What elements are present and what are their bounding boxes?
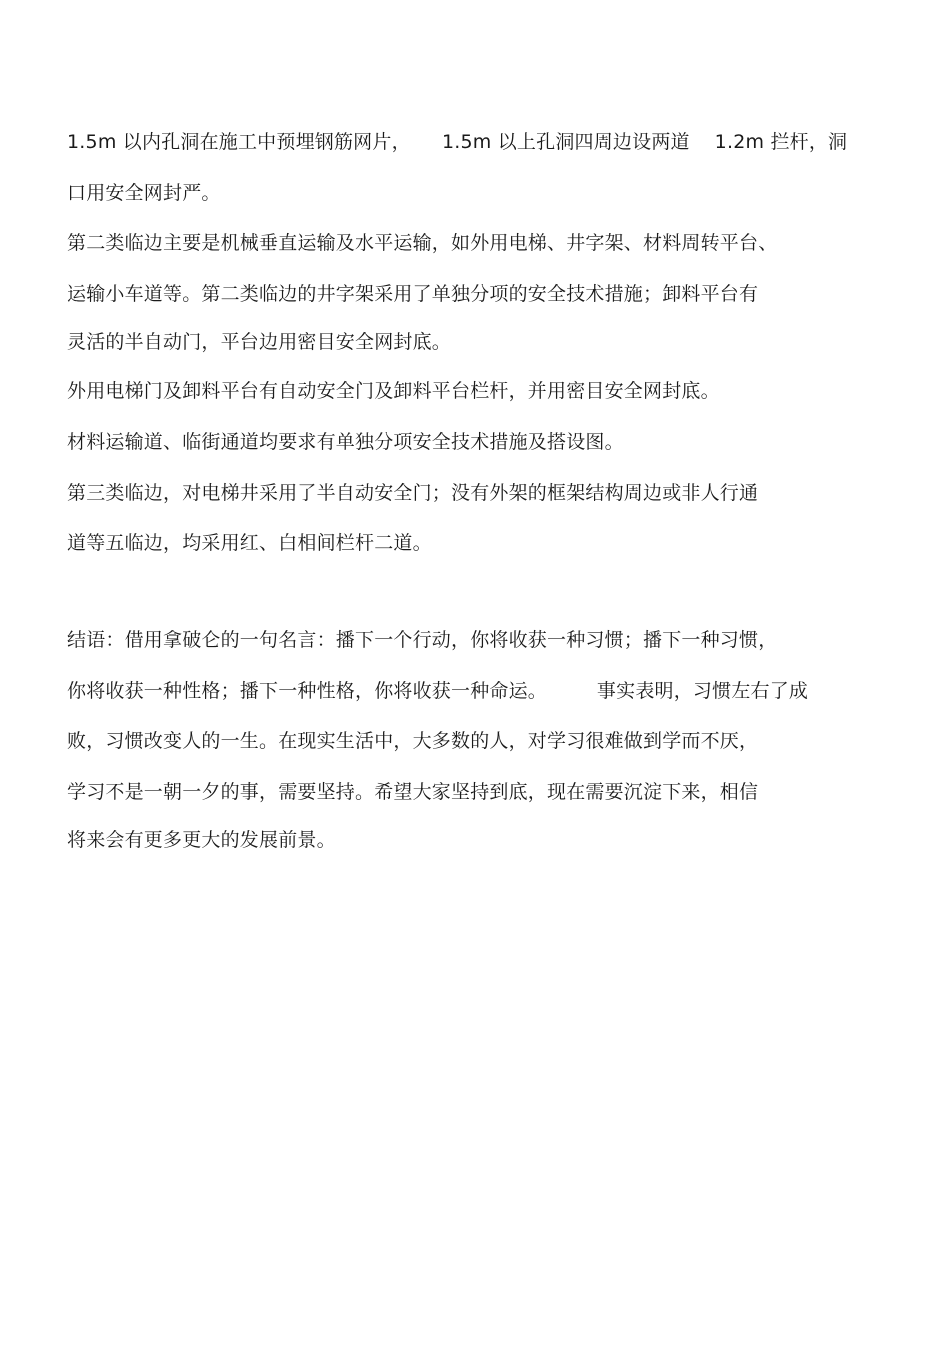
conclusion-line: 将来会有更多更大的发展前景。 bbox=[67, 829, 336, 851]
paragraph-line: 材料运输道、临街通道均要求有单独分项安全技术措施及搭设图。 bbox=[67, 431, 624, 453]
paragraph-line: 1.5m 以内孔洞在施工中预埋钢筋网片， 1.5m 以上孔洞四周边设两道 1.2m 拦杆，洞 bbox=[67, 131, 848, 153]
conclusion-line: 你将收获一种性格；播下一种性格，你将收获一种命运。 事实表明，习惯左右了成 bbox=[67, 680, 809, 702]
conclusion-line: 学习不是一朝一夕的事，需要坚持。希望大家坚持到底，现在需要沉淀下来，相信 bbox=[67, 781, 759, 803]
paragraph-line: 运输小车道等。第二类临边的井字架采用了单独分项的安全技术措施；卸料平台有 bbox=[67, 283, 759, 305]
paragraph-line: 外用电梯门及卸料平台有自动安全门及卸料平台栏杆，并用密目安全网封底。 bbox=[67, 380, 720, 402]
paragraph-line: 第三类临边，对电梯井采用了半自动安全门；没有外架的框架结构周边或非人行通 bbox=[67, 482, 759, 504]
conclusion-line: 败，习惯改变人的一生。在现实生活中，大多数的人，对学习很难做到学而不厌， bbox=[67, 730, 759, 752]
paragraph-line: 道等五临边，均采用红、白相间栏杆二道。 bbox=[67, 532, 432, 554]
paragraph-line: 口用安全网封严。 bbox=[67, 182, 221, 204]
paragraph-line: 灵活的半自动门，平台边用密目安全网封底。 bbox=[67, 331, 452, 353]
conclusion-line: 结语：借用拿破仑的一句名言：播下一个行动，你将收获一种习惯；播下一种习惯， bbox=[67, 629, 778, 651]
paragraph-line: 第二类临边主要是机械垂直运输及水平运输，如外用电梯、井字架、材料周转平台、 bbox=[67, 232, 778, 254]
